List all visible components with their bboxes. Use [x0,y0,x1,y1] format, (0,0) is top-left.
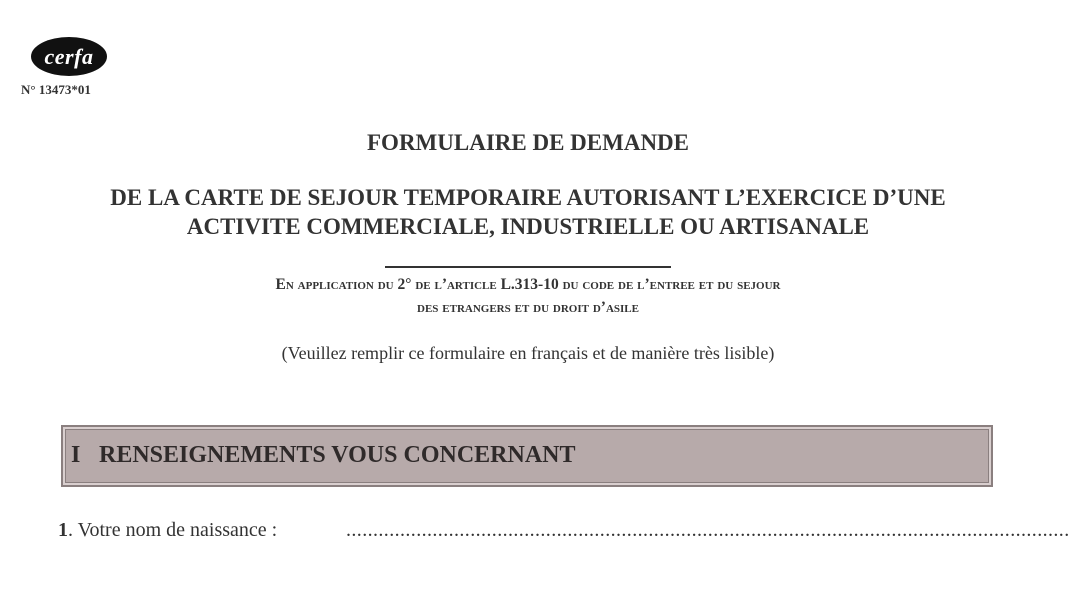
field-number: 1 [58,519,68,541]
field-label: . Votre nom de naissance : [68,519,278,541]
legal-reference [0,273,1056,319]
cerfa-logo: cerfa [31,37,107,76]
title-divider [385,266,671,268]
form-subtitle-line-2: ACTIVITE COMMERCIALE, INDUSTRIELLE OU ARTISANALE [186,214,870,239]
form-title: FORMULAIRE DE DEMANDE [367,130,689,155]
fill-instruction: (Veuillez remplir ce formulaire en français et de manière très lisible) [281,343,775,363]
section-header [61,425,993,487]
form-subtitle-line-1: DE LA CARTE DE SEJOUR TEMPORAIRE AUTORISANT L’EXERCICE D’UNE [110,185,946,210]
legal-reference-line-1: En application du 2° de l’article L.313-10 du code de l’entree et du sejour [275,276,781,293]
field-birth-name[interactable] [58,519,1070,542]
section-title: RENSEIGNEMENTS VOUS CONCERNANT [99,442,576,468]
section-number: I [71,442,81,468]
form-number: N° 13473*01 [21,82,91,97]
form-subtitle [40,183,1016,241]
birth-name-input-line[interactable]: ...................................................................................................................................... [346,519,1070,541]
legal-reference-line-2: des etrangers et du droit d’asile [417,299,639,316]
